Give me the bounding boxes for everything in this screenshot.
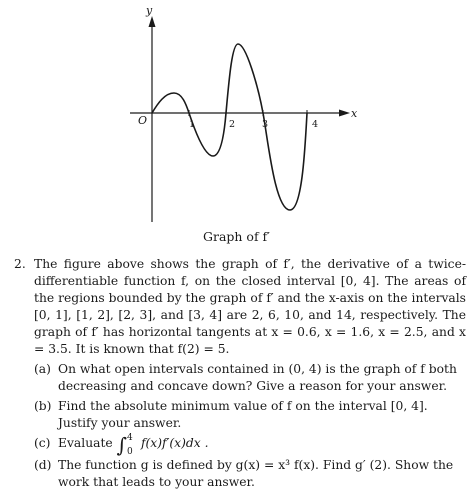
tick-label-4: 4 [312, 119, 319, 130]
integral-sign: ∫ [116, 433, 128, 457]
y-axis-label: y [146, 4, 153, 17]
integrand: f(x)f′(x)dx . [140, 436, 209, 450]
part-d [34, 457, 466, 491]
part-a [34, 361, 466, 395]
y-axis-arrow [149, 16, 156, 27]
graph-caption: Graph of f′ [202, 229, 271, 244]
part-b-text: Find the absolute minimum value of f on the interval [0, 4]. Justify your answer. [58, 399, 428, 430]
x-axis-arrow [339, 110, 350, 117]
part-d-text: The function g is defined by g(x) = x³ f(x). Find g′ (2). Show the work that leads to your answer. [58, 458, 454, 489]
problem-block [14, 256, 466, 491]
problem-stem: The figure above shows the graph of f′, the derivative of a twice-differentiable function f, on the closed interval [0, 4]. The areas of the regions bounded by the graph of f′ and the x-axis on the intervals [0, 1], [1, 2], [2, 3], and [3, 4] are 2, 6, 10, and 14, respectively. The graph of f′ has horizontal tangents at x = 0.6, x = 1.6, x = 2.5, and x = 3.5. It is known that f(2) = 5. [34, 257, 466, 356]
tick-label-3: 3 [262, 119, 269, 130]
tick-label-2: 2 [229, 119, 236, 130]
part-b-label: (b) [34, 399, 52, 413]
part-c-label: (c) [34, 436, 51, 450]
part-a-label: (a) [34, 362, 51, 376]
part-c-prefix: Evaluate [58, 436, 113, 450]
graph-svg [0, 0, 473, 230]
part-c [34, 433, 466, 457]
problem-number: 2. [14, 257, 26, 271]
part-b [34, 398, 466, 432]
integral-limits [127, 433, 137, 457]
x-axis-label: x [351, 107, 358, 120]
part-a-text: On what open intervals contained in (0, 4) is the graph of f both decreasing and concave down? Give a reason for your answer. [58, 362, 457, 393]
integral-lower-limit: 0 [127, 447, 133, 457]
integral-upper-limit: 4 [127, 433, 133, 443]
tick-label-1: 1 [189, 119, 196, 130]
origin-label: O [138, 114, 148, 127]
part-d-label: (d) [34, 458, 52, 472]
